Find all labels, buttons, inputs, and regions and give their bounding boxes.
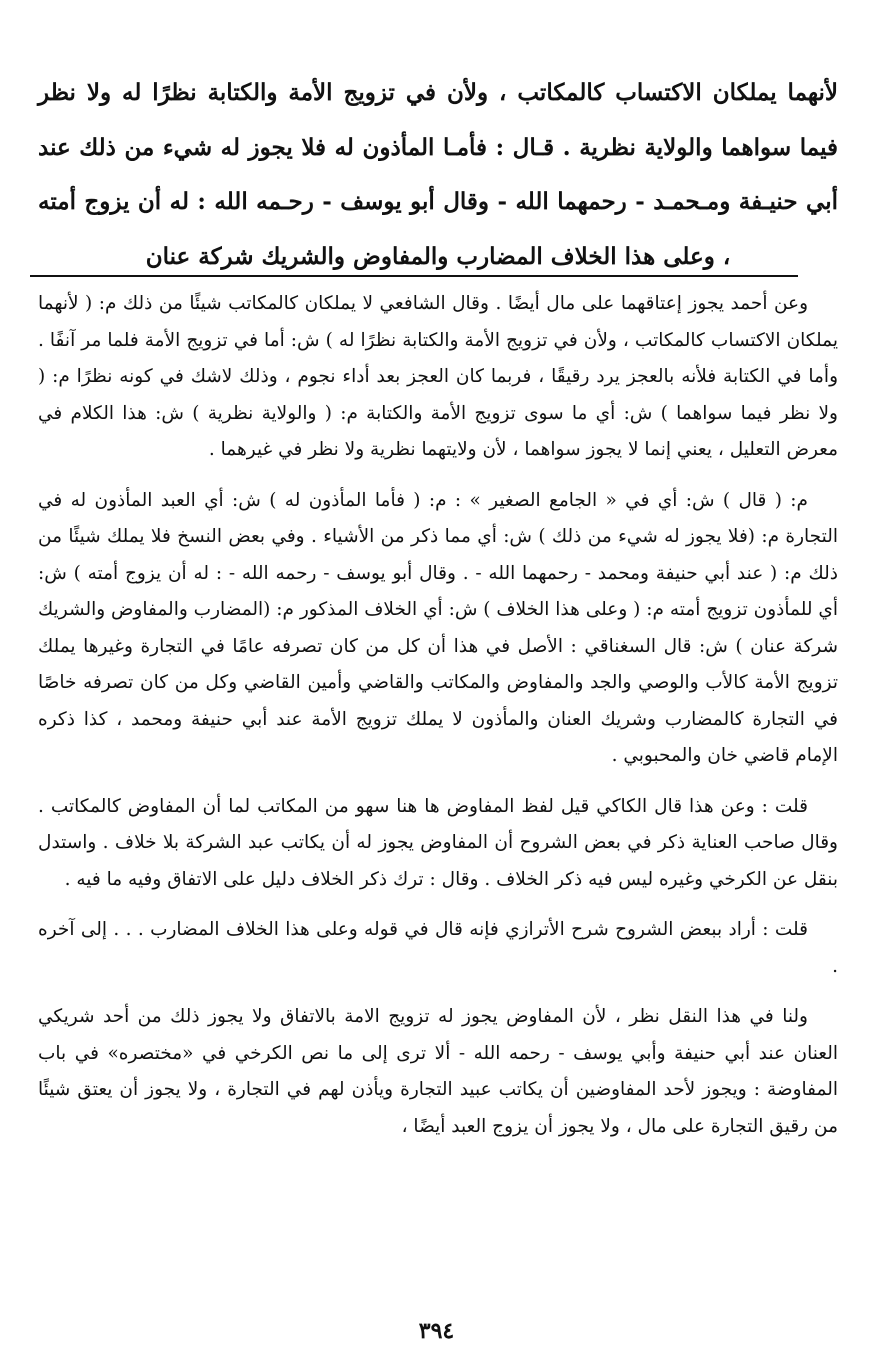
commentary-paragraph: م: ( قال ) ش: أي في « الجامع الصغير » : م: ( فأما المأذون له ) ش: أي العبد المأذون له في التجارة م: (فلا يجوز له شيء من ذلك ) ش: أي مما ذكر من الأشياء . وفي بعض النسخ فلا يملك شيئًا من ذلك م: ( عند أبي حنيفة ومحمد - رحمهما الله - . وقال أبو يوسف - رحمه الله - : له أن يزوج أمته ) ش: أي للمأذون تزويج أمته م: ( وعلى هذا الخلاف ) ش: أي الخلاف المذكور م: (المضارب والمفاوض والشريك شركة عنان ) ش: قال السغناقي : الأصل في هذا أن كل من كان تصرفه عامًا في التجارة وغيرها يملك تزويج الأمة كالأب والوصي والجد والمفاوض والمكاتب والقاضي وأمين القاضي وكل من كان تصرفه خاصًا في التجارة كالمضارب وشريك العنان والمأذون لا يملك تزويج الأمة عند أبي حنيفة ومحمد ، كذا ذكره الإمام قاضي خان والمحبوبي . [38, 489, 838, 766]
commentary-paragraph: وعن أحمد يجوز إعتاقهما على مال أيضًا . وقال الشافعي لا يملكان كالمكاتب شيئًا من ذلك م: ( لأنهما يملكان الاكتساب كالمكاتب ، ولأن في تزويج الأمة والكتابة نظرًا له ) ش: أما في تزويج الأمة فلما مر آنفًا . وأما في الكتابة فلأنه بالعجز يرد رقيقًا ، فربما كان العجز بعد أداء نجوم ، وذلك لاشك في كونه نظرًا م: ( ولا نظر فيما سواهما ) ش: أي ما سوى تزويج الأمة والكتابة م: ( والولاية نظرية ) ش: هذا الكلام في معرض التعليل ، يعني إنما لا يجوز سواهما ، لأن ولايتهما نظرية ولا نظر في غيرهما . [38, 293, 838, 460]
commentary-paragraph: قلت : أراد ببعض الشروح شرح الأترازي فإنه قال في قوله وعلى هذا الخلاف المضارب . . . إلى آخره . [38, 919, 838, 977]
commentary-paragraph: قلت : وعن هذا قال الكاكي قيل لفظ المفاوض ها هنا سهو من المكاتب لما أن المفاوض كالمكاتب . وقال صاحب العناية ذكر في بعض الشروح أن المفاوض يجوز له أن يكاتب عبد الشركة بلا خلاف . واستدل بنقل عن الكرخي وغيره ليس فيه ذكر الخلاف . وقال : ترك ذكر الخلاف دليل على الاتفاق وفيه ما فيه . [38, 795, 838, 890]
page-number: ٣٩٤ [418, 1318, 455, 1344]
main-text: لأنهما يملكان الاكتساب كالمكاتب ، ولأن في تزويج الأمة والكتابة نظرًا له ولا نظر فيما سواهما والولاية نظرية . قـال : فأمـا المأذون له فلا يجوز له شيء من ذلك عند أبي حنيـفة ومـحمـد - رحمهما الله - وقال أبو يوسف - رحـمه الله : له أن يزوج أمته ، وعلى هذا الخلاف المضارب والمفاوض والشريك شركة عنان [38, 79, 838, 270]
commentary [38, 286, 838, 1159]
divider-line [30, 275, 798, 277]
commentary-paragraph: ولنا في هذا النقل نظر ، لأن المفاوض يجوز له تزويج الامة بالاتفاق ولا يجوز ذلك من أحد شريكي العنان عند أبي حنيفة وأبي يوسف - رحمه الله - ألا ترى إلى ما نص الكرخي في «مختصره» في باب المفاوضة : ويجوز لأحد المفاوضين أن يكاتب عبيد التجارة ويأذن لهم في التجارة ، ولا يجوز أن يعتق شيئًا من رقيق التجارة على مال ، ولا يجوز أن يزوج العبد أيضًا ، [38, 1006, 838, 1137]
